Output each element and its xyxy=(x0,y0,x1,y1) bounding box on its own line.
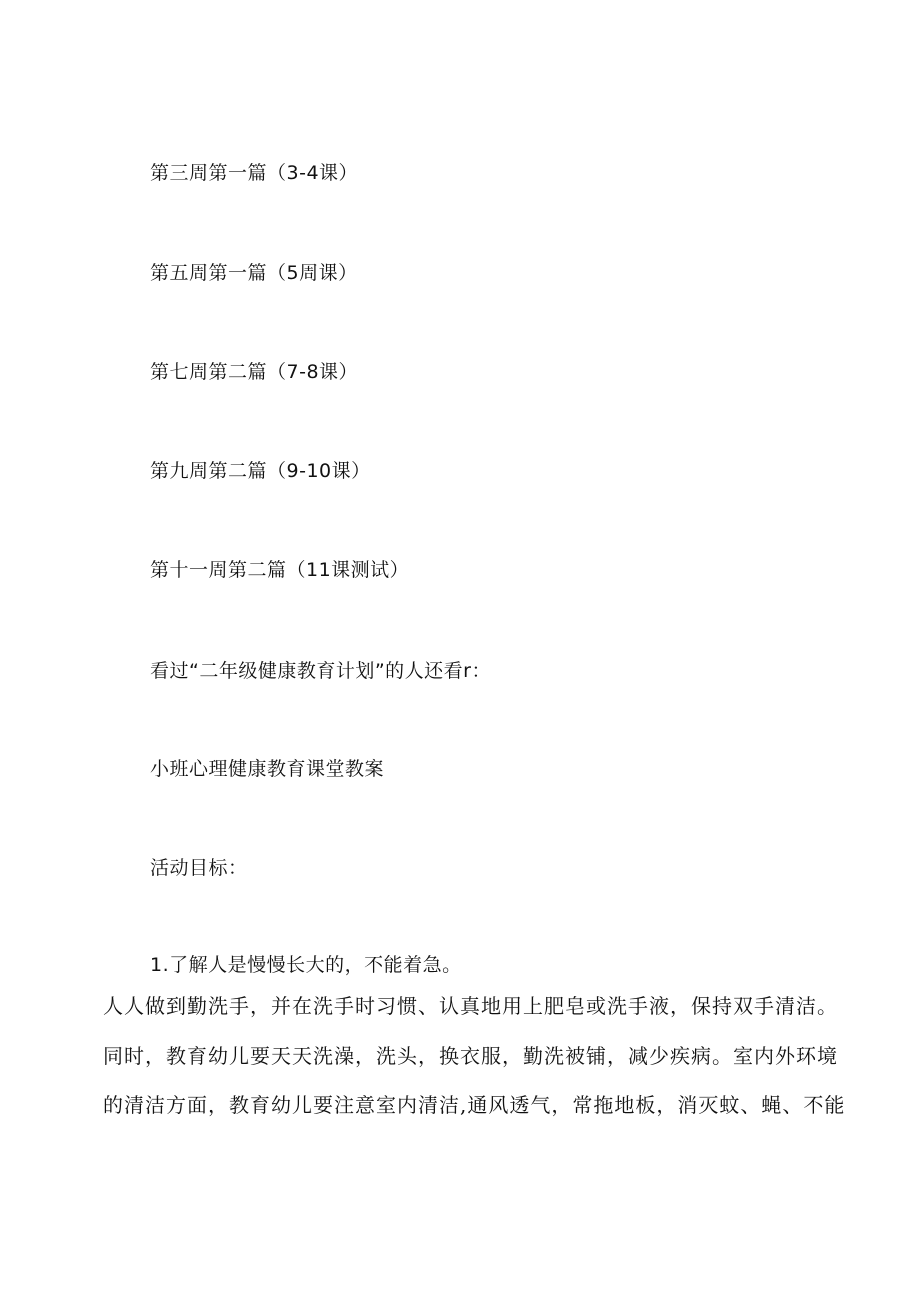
schedule-item: 第三周第一篇（3-4课） xyxy=(150,162,359,184)
schedule-item: 第七周第二篇（7-8课） xyxy=(150,361,359,383)
paragraph-line: 同时，教育幼儿要天天洗澡，洗头，换衣服，勤洗被铺，减少疾病。室内外环境 xyxy=(103,1044,838,1068)
objective-item: 1.了解人是慢慢长大的，不能着急。 xyxy=(150,954,462,976)
lesson-title: 小班心理健康教育课堂教案 xyxy=(150,758,385,780)
paragraph-line: 人人做到勤洗手，并在洗手时习惯、认真地用上肥皂或洗手液，保持双手清洁。 xyxy=(103,994,838,1018)
schedule-item: 第九周第二篇（9-10课） xyxy=(150,460,371,482)
objectives-label: 活动目标： xyxy=(150,857,248,879)
paragraph-line: 的清洁方面，教育幼儿要注意室内清洁,通风透气，常拖地板，消灭蚊、蝇、不能 xyxy=(103,1093,846,1117)
schedule-item: 第五周第一篇（5周课） xyxy=(150,262,358,284)
schedule-item: 第十一周第二篇（11课测试） xyxy=(150,559,410,581)
related-heading: 看过“二年级健康教育计划”的人还看r： xyxy=(150,660,491,682)
